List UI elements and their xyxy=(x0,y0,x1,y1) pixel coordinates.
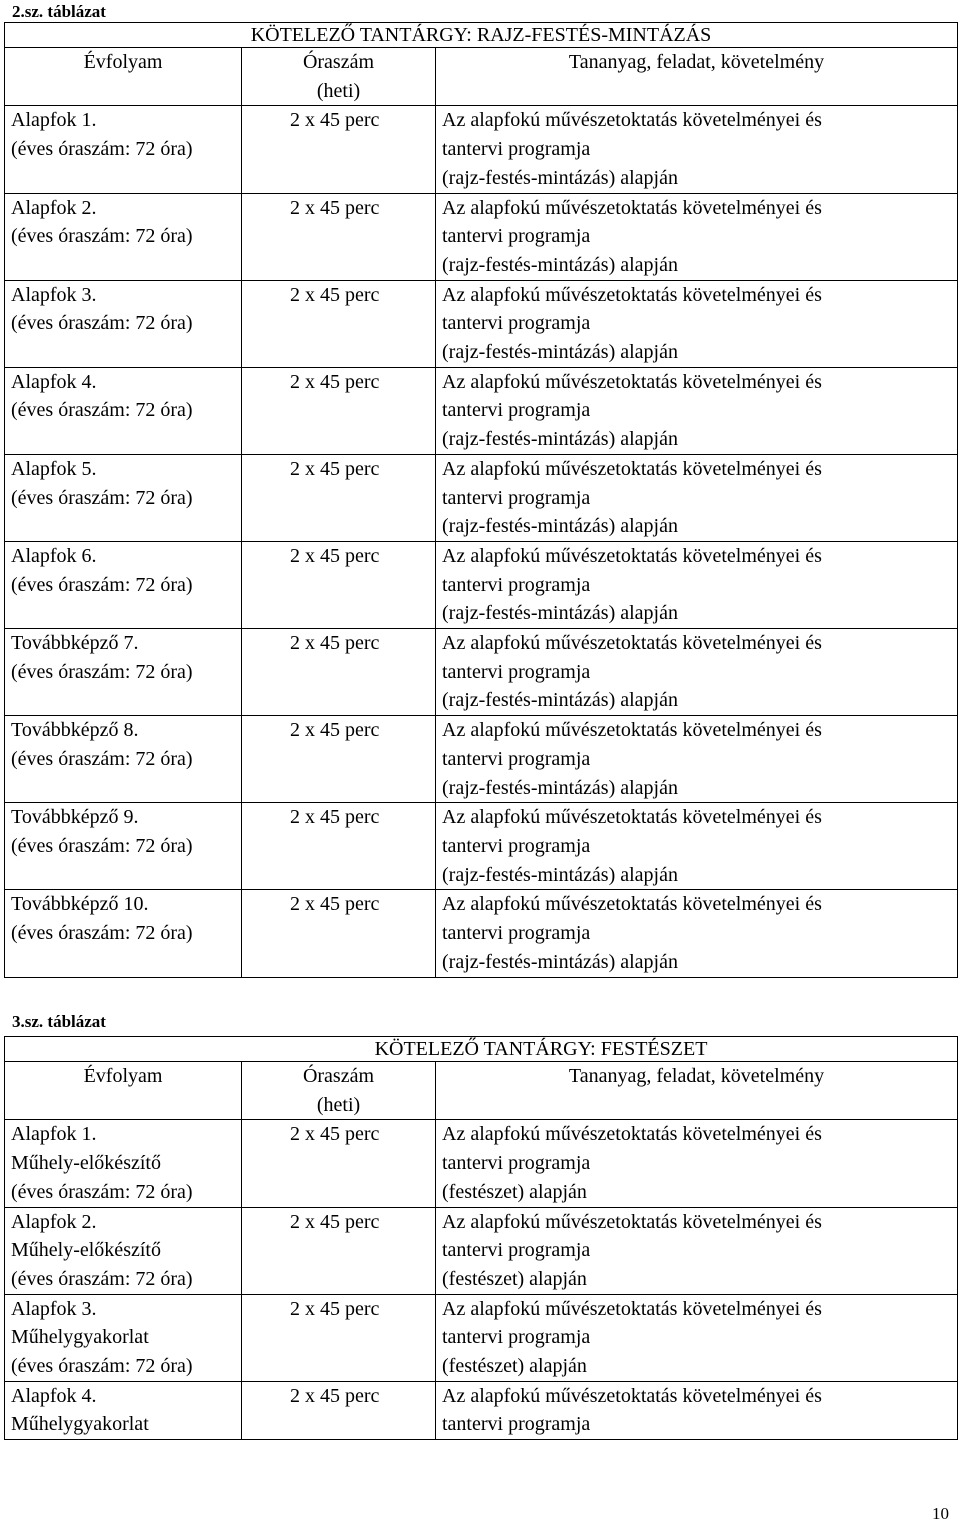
table-row xyxy=(5,803,958,890)
grade-line: Alapfok 3. xyxy=(11,1297,97,1320)
content-line: Az alapfokú művészetoktatás követelményei és xyxy=(442,544,822,567)
content-line: (rajz-festés-mintázás) alapján xyxy=(442,428,678,451)
content-cell xyxy=(436,629,958,716)
content-line: Az alapfokú művészetoktatás követelményei és xyxy=(442,1210,822,1233)
table2-rajz-festes-mintazas xyxy=(4,22,958,978)
content-cell xyxy=(436,541,958,628)
table3-title: KÖTELEZŐ TANTÁRGY: FESTÉSZET xyxy=(5,1037,958,1062)
header-tananyag: Tananyag, feladat, követelmény xyxy=(436,48,958,106)
hours-cell: 2 x 45 perc xyxy=(242,541,436,628)
content-cell xyxy=(436,1294,958,1381)
content-cell xyxy=(436,454,958,541)
grade-line: Alapfok 1. xyxy=(11,109,97,132)
grade-cell xyxy=(5,367,242,454)
hours-cell: 2 x 45 perc xyxy=(242,367,436,454)
content-line: Az alapfokú művészetoktatás követelményei és xyxy=(442,632,822,655)
content-cell xyxy=(436,1120,958,1207)
table2-title: KÖTELEZŐ TANTÁRGY: RAJZ-FESTÉS-MINTÁZÁS xyxy=(5,23,958,48)
grade-line: (éves óraszám: 72 óra) xyxy=(11,834,193,857)
grade-line: (éves óraszám: 72 óra) xyxy=(11,922,193,945)
hours-cell: 2 x 45 perc xyxy=(242,193,436,280)
hours-cell: 2 x 45 perc xyxy=(242,1381,436,1439)
grade-line: Alapfok 3. xyxy=(11,283,97,306)
content-line: tantervi programja xyxy=(442,1326,591,1349)
content-cell xyxy=(436,367,958,454)
content-line: (rajz-festés-mintázás) alapján xyxy=(442,602,678,625)
hours-cell: 2 x 45 perc xyxy=(242,280,436,367)
grade-line: (éves óraszám: 72 óra) xyxy=(11,399,193,422)
table-row xyxy=(5,193,958,280)
content-line: Az alapfokú művészetoktatás követelményei és xyxy=(442,109,822,132)
table2-caption: 2.sz. táblázat xyxy=(12,2,106,21)
grade-cell xyxy=(5,280,242,367)
table-row xyxy=(5,1294,958,1381)
grade-line: (éves óraszám: 72 óra) xyxy=(11,486,193,509)
header-oraszam-line: (heti) xyxy=(316,1093,361,1116)
hours-cell: 2 x 45 perc xyxy=(242,454,436,541)
content-line: tantervi programja xyxy=(442,747,591,770)
grade-line: (éves óraszám: 72 óra) xyxy=(11,1267,193,1290)
table-row xyxy=(5,1381,958,1439)
grade-cell xyxy=(5,629,242,716)
content-line: Az alapfokú művészetoktatás követelményei és xyxy=(442,283,822,306)
content-line: tantervi programja xyxy=(442,573,591,596)
content-line: (rajz-festés-mintázás) alapján xyxy=(442,253,678,276)
content-line: Az alapfokú művészetoktatás követelményei és xyxy=(442,1297,822,1320)
grade-cell xyxy=(5,716,242,803)
header-tananyag: Tananyag, feladat, követelmény xyxy=(436,1062,958,1120)
content-line: (rajz-festés-mintázás) alapján xyxy=(442,950,678,973)
grade-line: Műhelygyakorlat xyxy=(11,1413,149,1436)
grade-cell xyxy=(5,541,242,628)
hours-cell: 2 x 45 perc xyxy=(242,1120,436,1207)
grade-line: (éves óraszám: 72 óra) xyxy=(11,312,193,335)
content-line: tantervi programja xyxy=(442,834,591,857)
content-line: tantervi programja xyxy=(442,399,591,422)
content-line: (rajz-festés-mintázás) alapján xyxy=(442,166,678,189)
grade-line: Alapfok 1. xyxy=(11,1123,97,1146)
table-row xyxy=(5,890,958,977)
hours-cell: 2 x 45 perc xyxy=(242,106,436,193)
hours-cell: 2 x 45 perc xyxy=(242,890,436,977)
table-row xyxy=(5,367,958,454)
grade-line: Műhely-előkészítő xyxy=(11,1152,161,1175)
header-oraszam-line: Óraszám xyxy=(302,1065,375,1087)
content-line: Az alapfokú művészetoktatás követelményei és xyxy=(442,893,822,916)
content-line: (rajz-festés-mintázás) alapján xyxy=(442,341,678,364)
grade-line: Alapfok 4. xyxy=(11,1384,97,1407)
hours-cell: 2 x 45 perc xyxy=(242,1207,436,1294)
content-cell xyxy=(436,716,958,803)
grade-line: Alapfok 2. xyxy=(11,1210,97,1233)
content-line: tantervi programja xyxy=(442,225,591,248)
content-cell xyxy=(436,280,958,367)
content-line: tantervi programja xyxy=(442,660,591,683)
grade-line: Műhelygyakorlat xyxy=(11,1326,149,1349)
header-oraszam xyxy=(242,1062,436,1120)
content-line: Az alapfokú művészetoktatás követelményei és xyxy=(442,806,822,829)
header-evfolyam: Évfolyam xyxy=(5,48,242,106)
content-line: tantervi programja xyxy=(442,922,591,945)
grade-line: (éves óraszám: 72 óra) xyxy=(11,1180,193,1203)
content-line: (festészet) alapján xyxy=(442,1180,587,1203)
grade-line: Továbbképző 10. xyxy=(11,893,149,916)
header-oraszam xyxy=(242,48,436,106)
table-row xyxy=(5,1120,958,1207)
grade-line: (éves óraszám: 72 óra) xyxy=(11,660,193,683)
table-row xyxy=(5,454,958,541)
content-cell xyxy=(436,890,958,977)
header-oraszam-line: (heti) xyxy=(316,79,361,102)
grade-line: (éves óraszám: 72 óra) xyxy=(11,573,193,596)
grade-cell xyxy=(5,193,242,280)
content-line: (rajz-festés-mintázás) alapján xyxy=(442,776,678,799)
header-evfolyam: Évfolyam xyxy=(5,1062,242,1120)
table3-festeszet xyxy=(4,1036,958,1440)
header-oraszam-line: Óraszám xyxy=(302,51,375,73)
grade-cell xyxy=(5,890,242,977)
hours-cell: 2 x 45 perc xyxy=(242,1294,436,1381)
content-line: tantervi programja xyxy=(442,1239,591,1262)
content-cell xyxy=(436,1207,958,1294)
content-line: tantervi programja xyxy=(442,486,591,509)
table-row xyxy=(5,716,958,803)
grade-line: Továbbképző 8. xyxy=(11,719,139,742)
grade-cell xyxy=(5,1207,242,1294)
hours-cell: 2 x 45 perc xyxy=(242,716,436,803)
table-row xyxy=(5,280,958,367)
content-line: Az alapfokú művészetoktatás követelményei és xyxy=(442,1384,822,1407)
grade-line: (éves óraszám: 72 óra) xyxy=(11,747,193,770)
grade-line: Továbbképző 7. xyxy=(11,632,139,655)
grade-line: (éves óraszám: 72 óra) xyxy=(11,1355,193,1378)
content-line: Az alapfokú művészetoktatás követelményei és xyxy=(442,1123,822,1146)
grade-line: Továbbképző 9. xyxy=(11,806,139,829)
content-line: Az alapfokú művészetoktatás követelményei és xyxy=(442,719,822,742)
content-line: Az alapfokú művészetoktatás követelményei és xyxy=(442,196,822,219)
content-line: tantervi programja xyxy=(442,1152,591,1175)
table-row xyxy=(5,629,958,716)
hours-cell: 2 x 45 perc xyxy=(242,629,436,716)
content-line: tantervi programja xyxy=(442,1413,591,1436)
table-row xyxy=(5,1207,958,1294)
content-line: Az alapfokú művészetoktatás követelményei és xyxy=(442,370,822,393)
content-line: (festészet) alapján xyxy=(442,1355,587,1378)
content-line: (festészet) alapján xyxy=(442,1267,587,1290)
hours-cell: 2 x 45 perc xyxy=(242,803,436,890)
table-row xyxy=(5,541,958,628)
table3-caption: 3.sz. táblázat xyxy=(12,1012,106,1031)
grade-line: Műhely-előkészítő xyxy=(11,1239,161,1262)
grade-line: (éves óraszám: 72 óra) xyxy=(11,138,193,161)
grade-line: Alapfok 4. xyxy=(11,370,97,393)
grade-line: Alapfok 5. xyxy=(11,457,97,480)
content-cell xyxy=(436,803,958,890)
content-line: (rajz-festés-mintázás) alapján xyxy=(442,515,678,538)
content-line: Az alapfokú művészetoktatás követelményei és xyxy=(442,457,822,480)
page-number: 10 xyxy=(932,1504,949,1523)
table-row xyxy=(5,106,958,193)
content-line: (rajz-festés-mintázás) alapján xyxy=(442,689,678,712)
content-line: tantervi programja xyxy=(442,138,591,161)
content-line: (rajz-festés-mintázás) alapján xyxy=(442,863,678,886)
grade-cell xyxy=(5,1381,242,1439)
grade-cell xyxy=(5,106,242,193)
grade-cell xyxy=(5,454,242,541)
grade-line: (éves óraszám: 72 óra) xyxy=(11,225,193,248)
grade-line: Alapfok 2. xyxy=(11,196,97,219)
content-cell xyxy=(436,1381,958,1439)
grade-cell xyxy=(5,1120,242,1207)
grade-cell xyxy=(5,803,242,890)
grade-line: Alapfok 6. xyxy=(11,544,97,567)
content-line: tantervi programja xyxy=(442,312,591,335)
content-cell xyxy=(436,193,958,280)
content-cell xyxy=(436,106,958,193)
grade-cell xyxy=(5,1294,242,1381)
